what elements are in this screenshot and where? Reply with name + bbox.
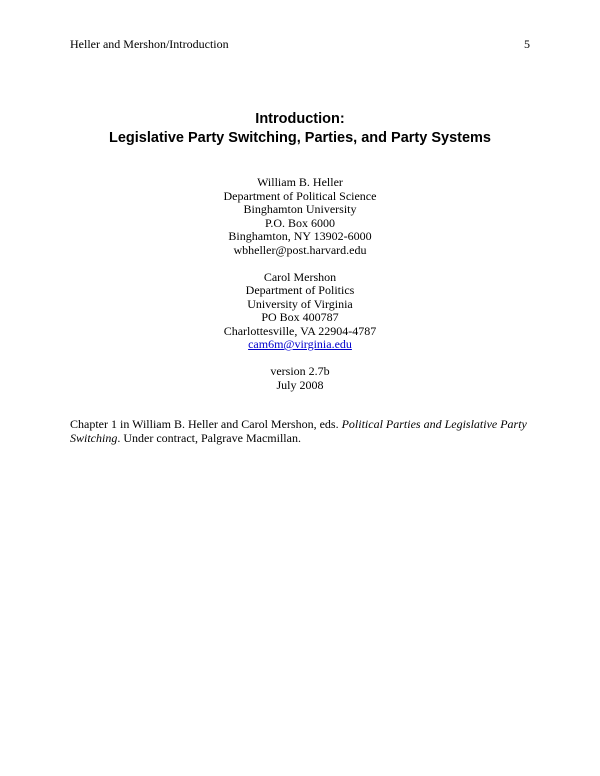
title-line-2: Legislative Party Switching, Parties, and Party Systems [109,130,491,146]
author1-department: Department of Political Science [223,188,377,203]
author1-city: Binghamton, NY 13902-6000 [228,229,372,243]
spacer [0,352,600,366]
author2-name: Carol Mershon [263,269,337,284]
author2-email-link[interactable]: cam6m@virginia.edu [248,337,352,351]
book-title: Political Parties and Legislative Party Switching [70,417,527,445]
author2-po-box: PO Box 400787 [261,310,339,324]
author1-email: wbheller@post.harvard.edu [233,242,367,257]
page-number: 5 [524,37,530,51]
author1-name: William B. Heller [257,175,343,189]
title-line-1: Introduction: [255,111,345,127]
chapter-note [70,418,530,445]
author2-city: Charlottesville, VA 22904-4787 [223,323,377,338]
author2-department: Department of Politics [245,283,355,297]
chapter-note-suffix: . Under contract, Palgrave Macmillan. [117,430,301,445]
running-title: Heller and Mershon/Introduction [70,37,229,51]
author1-university: Binghamton University [243,202,357,216]
author-block [0,176,600,392]
author1-po-box: P.O. Box 6000 [264,215,335,230]
spacer [0,257,600,271]
author2-university: University of Virginia [247,296,353,311]
document-title [0,110,600,148]
running-header [70,36,530,52]
chapter-note-prefix: Chapter 1 in William B. Heller and Carol Mershon, eds. [70,417,342,431]
version-label: version 2.7b [270,364,330,378]
version-date: July 2008 [276,377,324,392]
